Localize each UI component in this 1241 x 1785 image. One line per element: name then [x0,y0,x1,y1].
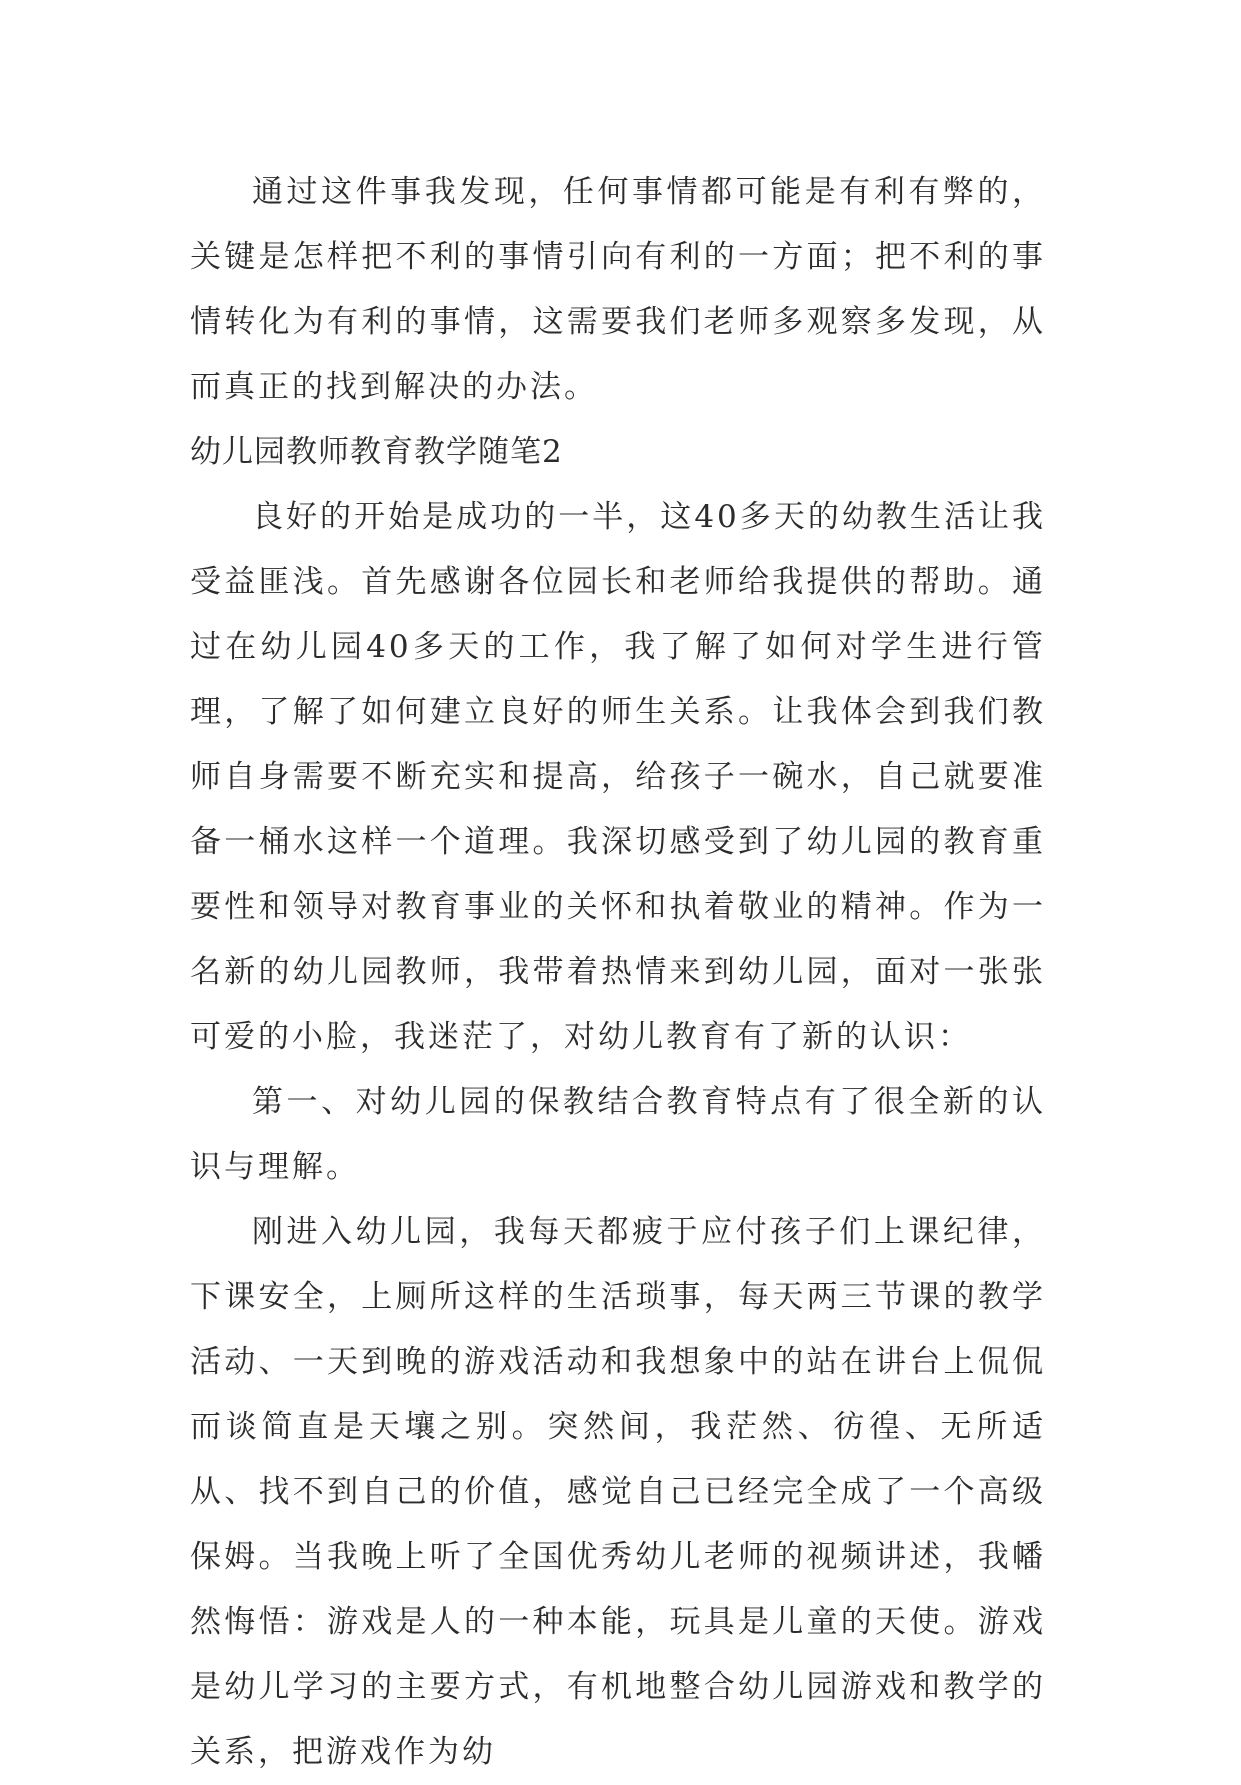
paragraph-intro: 良好的开始是成功的一半，这40多天的幼教生活让我受益匪浅。首先感谢各位园长和老师给我提供的帮助。通过在幼儿园40多天的工作，我了解了如何对学生进行管理，了解了如何建立良好的师生关系。让我体会到我们教师自身需要不断充实和提高，给孩子一碗水，自己就要准备一桶水这样一个道理。我深切感受到了幼儿园的教育重要性和领导对教育事业的关怀和执着敬业的精神。作为一名新的幼儿园教师，我带着热情来到幼儿园，面对一张张可爱的小脸，我迷茫了，对幼儿教育有了新的认识： [190,499,1046,1055]
paragraph-conclusion: 通过这件事我发现，任何事情都可能是有利有弊的，关键是怎样把不利的事情引向有利的一方面；把不利的事情转化为有利的事情，这需要我们老师多观察多发现，从而真正的找到解决的办法。 [190,174,1046,405]
paragraph-experience: 刚进入幼儿园，我每天都疲于应付孩子们上课纪律，下课安全，上厕所这样的生活琐事，每天两三节课的教学活动、一天到晚的游戏活动和我想象中的站在讲台上侃侃而谈简直是天壤之别。突然间，我茫然、彷徨、无所适从、找不到自己的价值，感觉自己已经完全成了一个高级保姆。当我晚上听了全国优秀幼儿老师的视频讲述，我幡然悔悟：游戏是人的一种本能，玩具是儿童的天使。游戏是幼儿学习的主要方式，有机地整合幼儿园游戏和教学的关系，把游戏作为幼 [190,1214,1046,1770]
document-body [190,160,1046,1785]
section-heading: 幼儿园教师教育教学随笔2 [190,434,563,470]
paragraph-point-one: 第一、对幼儿园的保教结合教育特点有了很全新的认识与理解。 [190,1084,1046,1185]
